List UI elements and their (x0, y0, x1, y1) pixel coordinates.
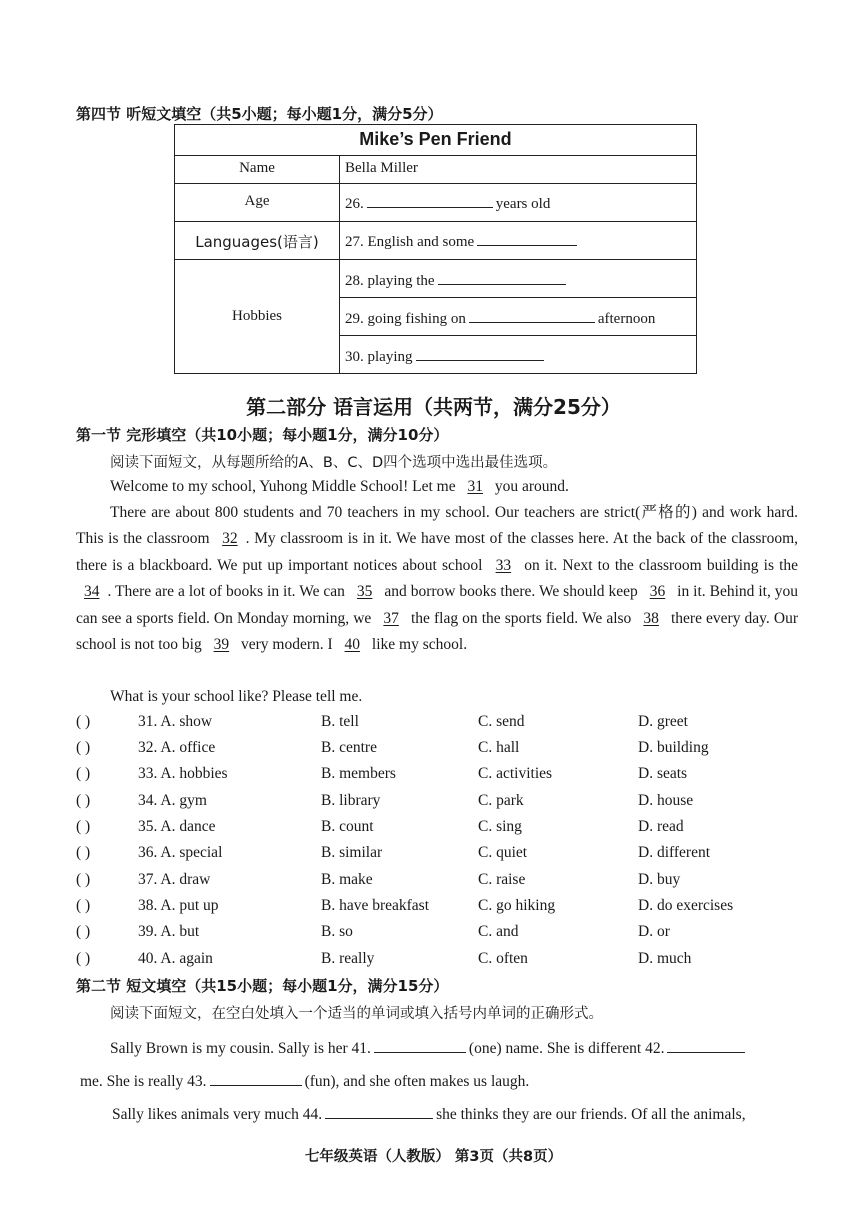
fill-line-3: Sally likes animals very much 44. she thinks they are our friends. Of all the animals, (112, 1106, 746, 1123)
item-28: 28. playing the (345, 270, 569, 290)
answer-bracket[interactable]: ( ) (76, 792, 91, 809)
question-row: ( ) 38. A. put up B. have breakfast C. go hiking D. do exercises (76, 897, 734, 914)
blank-38: 38 (643, 609, 659, 627)
blank-32: 32 (222, 530, 238, 548)
section1-instruction: 阅读下面短文，从每题所给的A、B、C、D四个选项中选出最佳选项。 (110, 455, 558, 471)
answer-bracket[interactable]: ( ) (76, 844, 91, 861)
question-row: ( ) 31. A. show B. tell C. send D. greet (76, 713, 688, 730)
passage-closing: What is your school like? Please tell me. (110, 688, 363, 705)
answer-blank-44[interactable] (325, 1104, 433, 1119)
answer-blank-27[interactable] (477, 231, 577, 246)
answer-bracket[interactable]: ( ) (76, 897, 91, 914)
blank-36: 36 (649, 583, 666, 601)
cloze-passage: There are about 800 students and 70 teachers in my school. Our teachers are strict(严格的) and work hard. This is the classroom 32 . My classroom is in it. We have most of the classes here. At the back of the classroom, there is a blackboard. We put up important notices about school 33 on it. Next to the classroom building is the 34 . There are a lot of books in it. We can 35 and borrow books there. We should keep 36 in it. Behind it, you can see a sports field. On Monday morning, we 37 the flag on the sports field. We also 38 there every day. Our school is not too big 39 very modern. I 40 like my school. (76, 504, 799, 654)
label-age: Age (244, 193, 270, 209)
question-row: ( ) 39. A. but B. so C. and D. or (76, 923, 670, 940)
question-row: ( ) 40. A. again B. really C. often D. much (76, 950, 692, 967)
fill-line-1: Sally Brown is my cousin. Sally is her 41. (one) name. She is different 42. (110, 1038, 748, 1058)
section1-title: 第一节 完形填空（共10小题；每小题1分，满分10分） (76, 426, 449, 444)
label-name: Name (239, 160, 275, 176)
value-name: Bella Miller (345, 160, 418, 176)
section2-instruction: 阅读下面短文，在空白处填入一个适当的单词或填入括号内单词的正确形式。 (110, 1006, 603, 1022)
answer-bracket[interactable]: ( ) (76, 950, 91, 967)
passage-intro: Welcome to my school, Yuhong Middle School! Let me 31 you around. (110, 478, 569, 495)
question-row: ( ) 36. A. special B. similar C. quiet D. different (76, 844, 711, 861)
blank-31: 31 (467, 478, 483, 495)
question-row: ( ) 32. A. office B. centre C. hall D. building (76, 739, 709, 756)
answer-bracket[interactable]: ( ) (76, 739, 91, 756)
answer-blank-28[interactable] (438, 270, 566, 285)
page-footer: 七年级英语（人教版） 第3页（共8页） (304, 1149, 563, 1165)
item-27: 27. English and some (345, 231, 580, 251)
pen-friend-table (174, 124, 697, 374)
blank-39: 39 (213, 636, 230, 654)
section2-title: 第二节 短文填空（共15小题；每小题1分，满分15分） (76, 977, 449, 995)
blank-37: 37 (383, 609, 399, 627)
question-row: ( ) 34. A. gym B. library C. park D. house (76, 792, 694, 809)
part2-title: 第二部分 语言运用（共两节，满分25分） (246, 395, 621, 419)
question-row: ( ) 33. A. hobbies B. members C. activities D. seats (76, 765, 688, 782)
blank-35: 35 (356, 583, 373, 601)
answer-blank-43[interactable] (210, 1071, 302, 1086)
blank-33: 33 (495, 556, 512, 574)
answer-blank-41[interactable] (374, 1038, 466, 1053)
answer-blank-30[interactable] (416, 346, 544, 361)
item-30: 30. playing (345, 346, 547, 366)
answer-bracket[interactable]: ( ) (76, 871, 91, 888)
label-languages: Languages(语言) (195, 233, 319, 251)
blank-40: 40 (344, 636, 361, 654)
answer-bracket[interactable]: ( ) (76, 713, 91, 730)
answer-bracket[interactable]: ( ) (76, 818, 91, 835)
question-row: ( ) 35. A. dance B. count C. sing D. read (76, 818, 684, 835)
answer-blank-26[interactable] (367, 193, 493, 208)
item-26: 26. years old (345, 193, 550, 213)
answer-blank-29[interactable] (469, 308, 595, 323)
label-hobbies: Hobbies (232, 308, 282, 324)
question-row: ( ) 37. A. draw B. make C. raise D. buy (76, 871, 681, 888)
answer-blank-42[interactable] (667, 1038, 745, 1053)
table-header: Mike’s Pen Friend (359, 129, 512, 149)
answer-bracket[interactable]: ( ) (76, 923, 91, 940)
item-29: 29. going fishing on afternoon (345, 308, 655, 328)
fill-line-2: me. She is really 43. (fun), and she often makes us laugh. (80, 1073, 530, 1090)
answer-bracket[interactable]: ( ) (76, 765, 91, 782)
blank-34: 34 (84, 583, 100, 601)
section4-title: 第四节 听短文填空（共5小题；每小题1分，满分5分） (76, 105, 443, 123)
